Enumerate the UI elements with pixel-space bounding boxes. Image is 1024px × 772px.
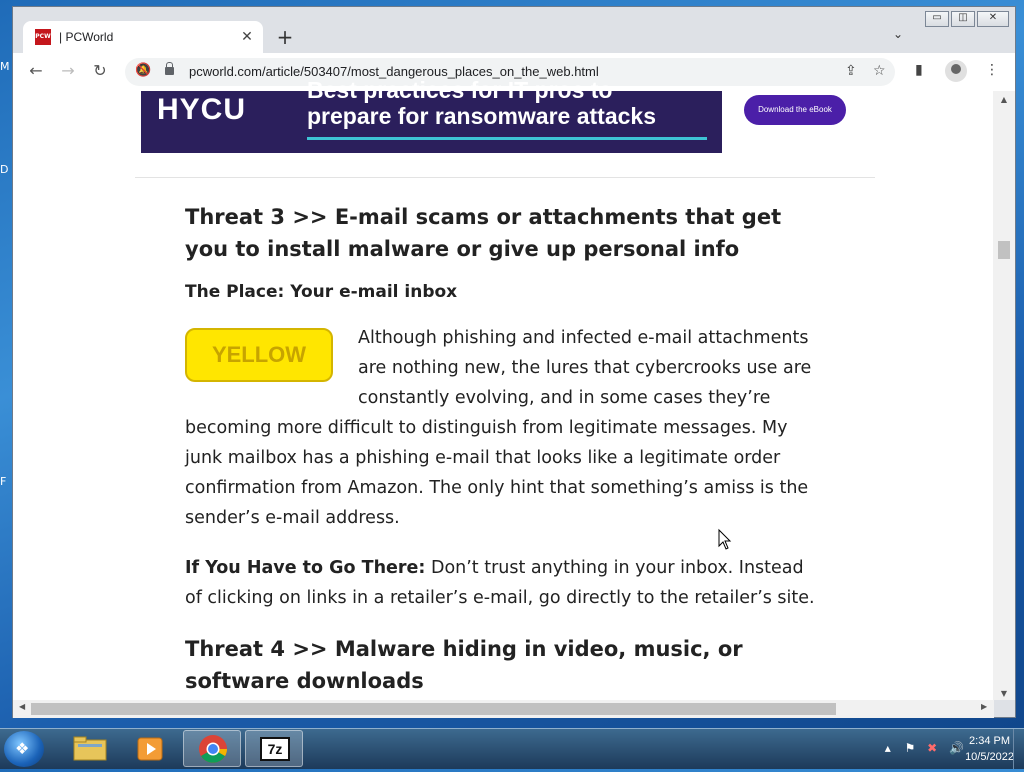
threat3-heading: Threat 3 >> E-mail scams or attachments that get you to install malware or give up personal info: [185, 205, 782, 261]
folder-icon: [60, 730, 118, 767]
new-tab-button[interactable]: +: [276, 25, 294, 49]
network-icon[interactable]: ✖: [927, 741, 938, 755]
place-heading: The Place: Your e-mail inbox: [185, 282, 458, 302]
window-controls: [925, 11, 1009, 27]
taskbar-7zip[interactable]: [245, 730, 303, 767]
ad-banner[interactable]: [141, 77, 722, 153]
vertical-scroll-thumb[interactable]: [998, 241, 1010, 259]
7zip-icon: 7z: [260, 737, 290, 761]
page-viewport: [13, 77, 994, 700]
chrome-icon: [184, 731, 242, 768]
pcworld-favicon-icon: PCW: [35, 29, 51, 45]
browser-window: [12, 6, 1016, 718]
advice-label: If You Have to Go There:: [185, 558, 426, 578]
scroll-up-icon[interactable]: ▲: [1000, 95, 1008, 104]
url-text[interactable]: pcworld.com/article/503407/most_dangerous_places_on_the_web.html: [189, 64, 599, 79]
taskbar-media-player[interactable]: [121, 730, 179, 767]
desktop-icon-label: D: [0, 163, 9, 176]
clock-date: 10/5/2022: [965, 751, 1014, 763]
scroll-left-icon[interactable]: ◀: [19, 702, 26, 711]
mouse-cursor-icon: [718, 529, 732, 551]
windows-logo-icon: ❖: [15, 739, 30, 758]
media-player-icon: [121, 730, 179, 767]
back-icon[interactable]: ←: [29, 61, 43, 80]
notifications-blocked-icon[interactable]: 🔕: [135, 63, 152, 78]
ad-download-button[interactable]: Download the eBook: [744, 95, 846, 125]
desktop-icon-label: M: [0, 60, 10, 73]
share-icon[interactable]: ⇪: [845, 63, 857, 79]
menu-kebab-icon[interactable]: ⋮: [985, 62, 999, 78]
browser-tab[interactable]: [23, 21, 263, 53]
threat4-heading: Threat 4 >> Malware hiding in video, music, or software downloads: [185, 637, 743, 693]
show-hidden-icons-icon[interactable]: ▴: [884, 741, 891, 755]
lock-icon[interactable]: [165, 67, 174, 75]
maximize-button[interactable]: ◫: [951, 11, 975, 27]
ad-underline: [307, 137, 707, 140]
article-body: [185, 201, 825, 713]
system-tray: [885, 741, 964, 755]
vertical-scrollbar[interactable]: [993, 91, 1015, 700]
ad-headline-line2: prepare for ransomware attacks: [307, 103, 656, 129]
bookmark-star-icon[interactable]: ☆: [873, 63, 886, 79]
paragraph-text: Although phishing and infected e-mail attachments are nothing new, the lures that cybercrooks use are constantly evolving, and in some cases they’re becoming more difficult to distinguish from legitimate messages. My junk mailbox has a phishing e-mail that looks like a legitimate order confirmation from Amazon. The only hint that something’s amiss is the sender’s e-mail address.: [185, 328, 812, 528]
reload-icon[interactable]: ↻: [93, 61, 107, 80]
minimize-button[interactable]: ▭: [925, 11, 949, 27]
divider: [135, 177, 875, 178]
advice-text: Don’t trust anything in your inbox. Instead of clicking on links in a retailer’s e-mail, go directly to the retailer’s site.: [185, 558, 815, 608]
scroll-down-icon[interactable]: ▼: [1000, 689, 1008, 698]
ad-headline-line1: Best practices for IT pros to: [307, 77, 613, 103]
horizontal-scroll-thumb[interactable]: [31, 703, 836, 715]
clock-time: 2:34 PM: [969, 735, 1011, 747]
tab-search-icon[interactable]: ⌄: [892, 27, 903, 41]
volume-icon[interactable]: 🔊: [949, 741, 964, 755]
close-window-button[interactable]: ✕: [977, 11, 1009, 27]
profile-avatar-icon[interactable]: [945, 60, 967, 82]
taskbar: [0, 728, 1024, 769]
show-desktop-button[interactable]: [1013, 729, 1024, 769]
tab-title: | PCWorld: [59, 30, 114, 44]
clock[interactable]: [965, 733, 1014, 765]
horizontal-scrollbar[interactable]: [13, 700, 994, 718]
start-button[interactable]: [4, 731, 44, 767]
risk-badge-yellow: YELLOW: [185, 328, 333, 382]
action-center-icon[interactable]: ⚑: [904, 741, 916, 755]
taskbar-chrome[interactable]: [183, 730, 241, 767]
advice-paragraph: [185, 553, 825, 613]
forward-icon[interactable]: →: [61, 61, 75, 80]
tab-close-icon[interactable]: ✕: [241, 29, 253, 45]
threat3-paragraph: [185, 323, 825, 533]
hycu-logo: HYCU: [157, 93, 247, 126]
taskbar-explorer[interactable]: [60, 730, 118, 767]
scroll-right-icon[interactable]: ▶: [981, 702, 988, 711]
side-panel-icon[interactable]: ▮: [915, 62, 923, 78]
desktop-icon-label: F: [0, 475, 7, 488]
